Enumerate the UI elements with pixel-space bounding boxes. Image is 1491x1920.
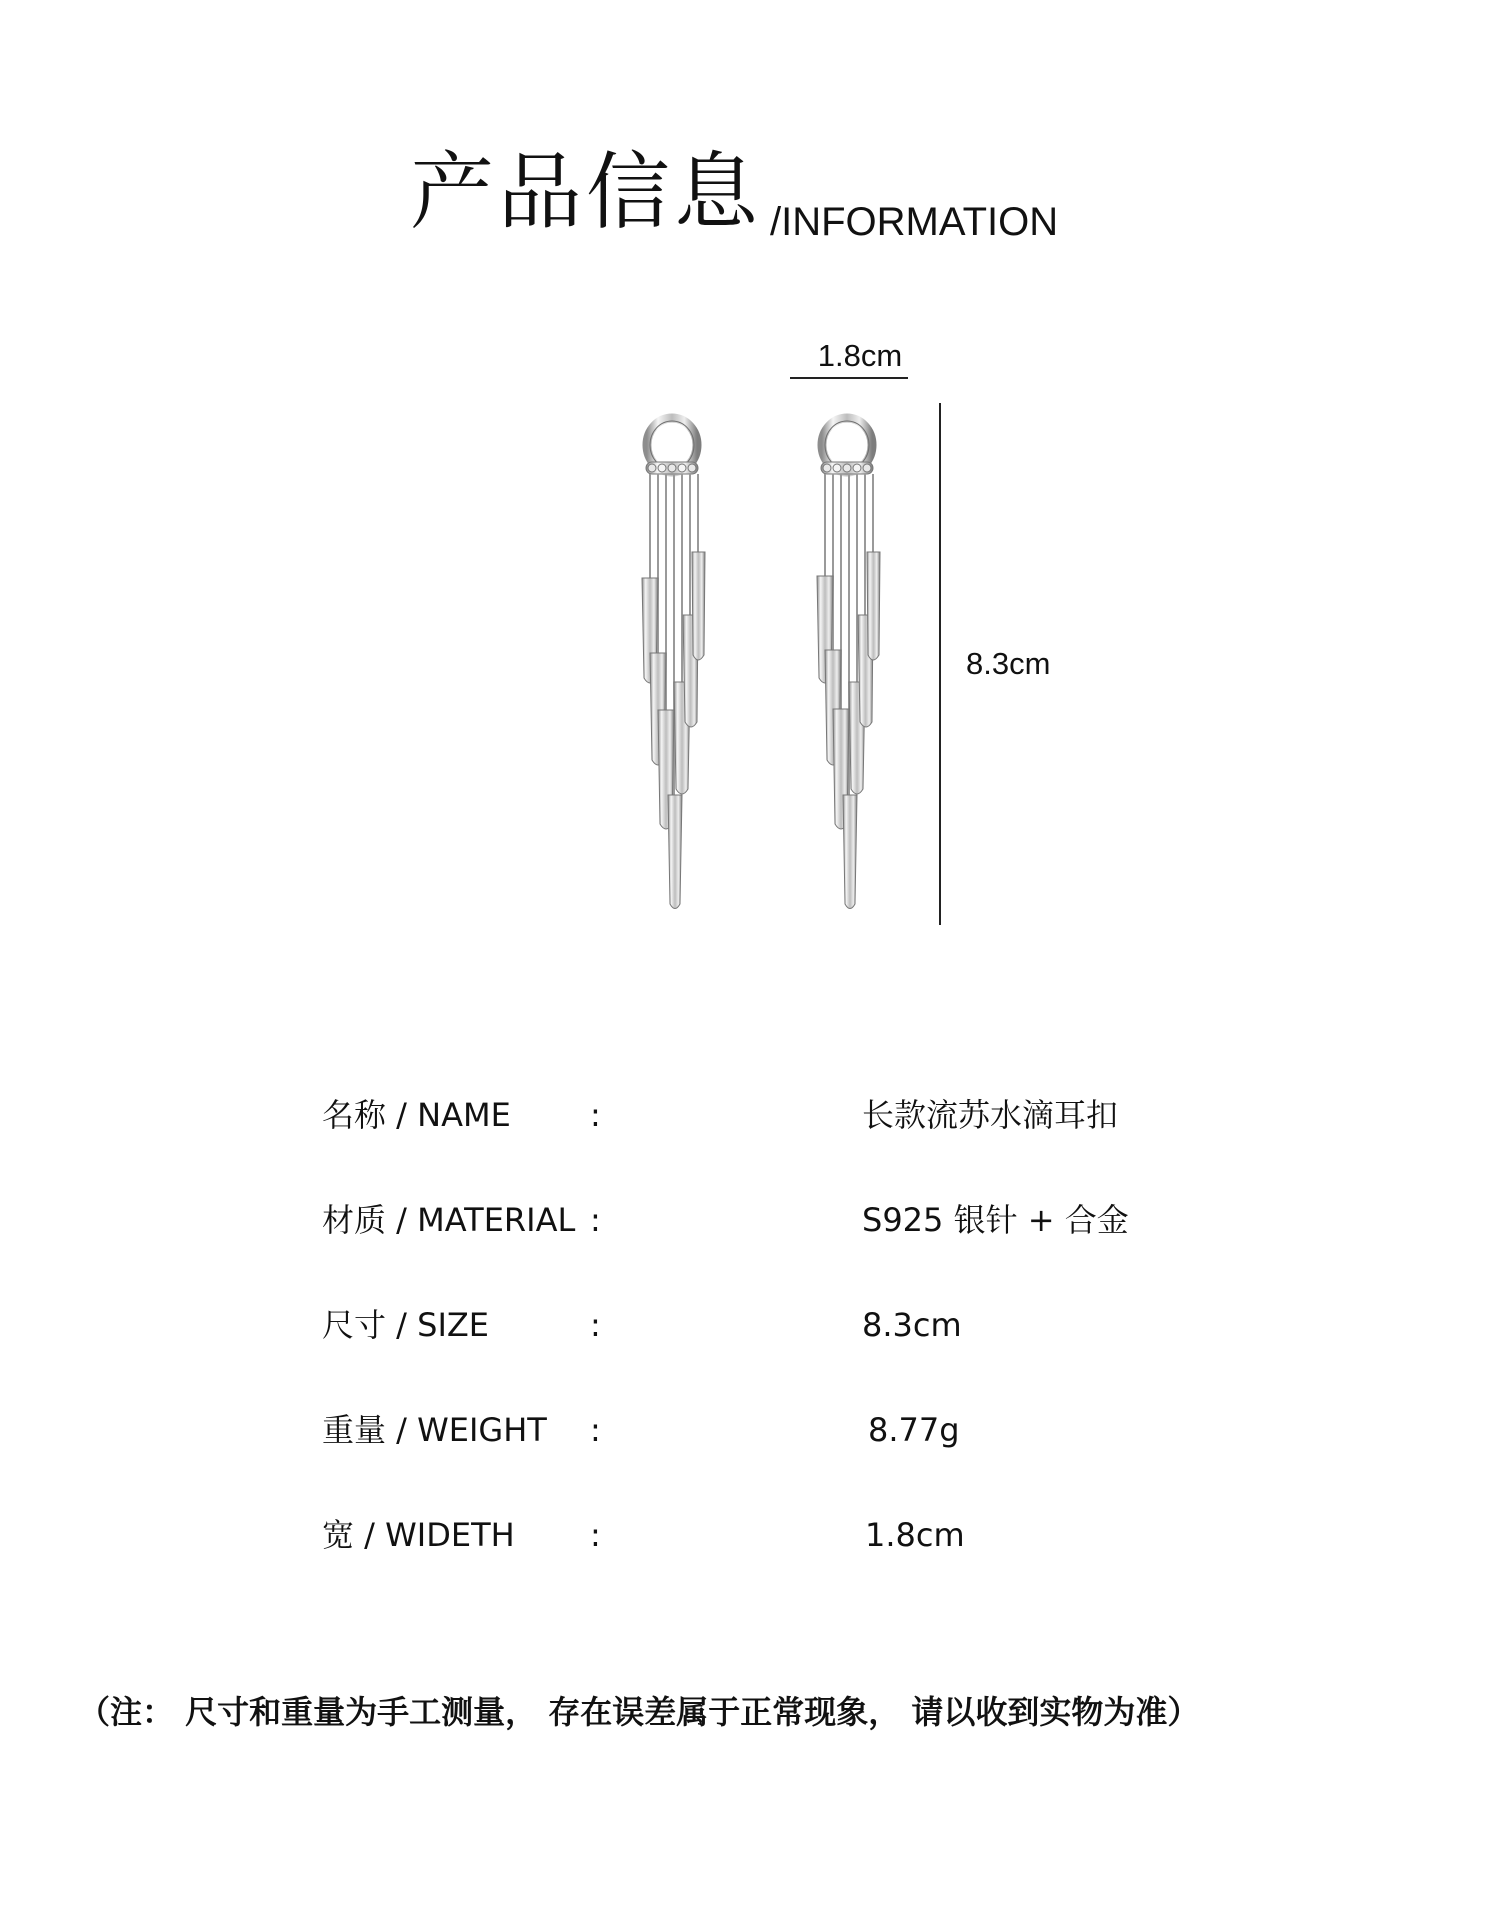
spec-label: 宽 / WIDETH (322, 1516, 515, 1554)
spec-value: S925 银针 + 合金 (862, 1201, 1129, 1239)
spec-label: 重量 / WEIGHT (322, 1411, 547, 1449)
spec-row-material (322, 1195, 1182, 1245)
spec-row-weight (322, 1405, 1182, 1455)
spec-colon: : (590, 1306, 601, 1344)
page-subtitle: /INFORMATION (770, 200, 1059, 244)
spec-label: 材质 / MATERIAL (322, 1201, 576, 1239)
spec-value: 8.3cm (862, 1306, 962, 1344)
spec-colon: : (590, 1201, 601, 1239)
spec-row-width (322, 1510, 1182, 1560)
spec-value: 1.8cm (865, 1516, 965, 1554)
page-header (410, 143, 1170, 270)
spec-value: 8.77g (868, 1411, 960, 1449)
spec-label: 尺寸 / SIZE (322, 1306, 490, 1344)
spec-label: 名称 / NAME (322, 1096, 511, 1134)
spec-value: 长款流苏水滴耳扣 (862, 1096, 1119, 1134)
left-earring (642, 418, 705, 909)
spec-colon: : (590, 1411, 601, 1449)
spec-colon: : (590, 1516, 601, 1554)
page-title: 产品信息 (410, 143, 763, 241)
right-earring (817, 418, 880, 909)
width-dimension-label: 1.8cm (817, 338, 903, 373)
measurement-note: （注： 尺寸和重量为手工测量， 存在误差属于正常现象， 请以收到实物为准） (78, 1693, 1200, 1731)
height-dimension-label: 8.3cm (966, 646, 1051, 681)
spec-row-size (322, 1300, 1182, 1350)
product-spec-table (322, 1090, 1182, 1560)
spec-row-name (322, 1090, 1182, 1140)
spec-colon: : (590, 1096, 601, 1134)
